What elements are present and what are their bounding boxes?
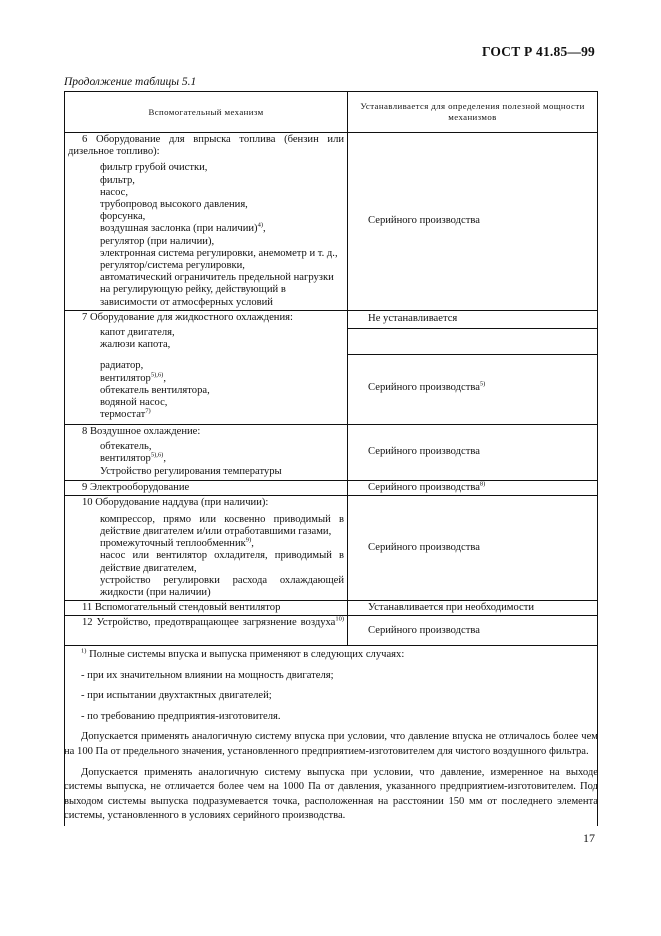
row6-mechanism bbox=[65, 133, 348, 311]
table-row bbox=[65, 424, 598, 480]
col1-header: Вспомогательный механизм bbox=[65, 92, 348, 133]
table-row bbox=[65, 495, 598, 601]
row7-value-a: Не устанавливается bbox=[348, 310, 598, 328]
row10-items bbox=[65, 509, 347, 600]
list-item: термостат$^{7)}$ bbox=[100, 407, 151, 421]
list-item: устройство регулировки расхода охлаждающей жидкости (при наличии) bbox=[100, 574, 345, 599]
table-header-row bbox=[65, 92, 598, 133]
footnote-1: $^{1)}$ Полные системы впуска и выпуска применяют в следующих случаях: bbox=[81, 647, 405, 660]
list-item: капот двигателя, bbox=[100, 327, 175, 339]
row9-mechanism bbox=[65, 480, 348, 495]
row7-mechanism bbox=[65, 310, 348, 424]
row7-value-b: Серийного производства$^{5)}$ bbox=[368, 380, 486, 393]
footnotes bbox=[64, 648, 598, 824]
list-item: радиатор, bbox=[100, 360, 144, 372]
list-item: водяной насос, bbox=[100, 397, 168, 409]
standard-code: ГОСТ Р 41.85—99 bbox=[481, 44, 595, 59]
footnote-bullet: - при их значительном влиянии на мощность двигателя; bbox=[81, 669, 334, 681]
list-item: воздушная заслонка (при наличии)$^{4)}$, bbox=[100, 221, 266, 235]
col2-header: Устанавливается для определения полезной мощности механизмов bbox=[348, 92, 598, 133]
page-number: 17 bbox=[583, 831, 595, 845]
row8-item-regulation: Устройство регулирования температуры bbox=[100, 466, 282, 478]
list-item: электронная система регулировки, анемометр и т. д., регулятор/система регулировки, bbox=[100, 247, 338, 272]
list-item: вентилятор$^{5),6)}$, bbox=[100, 371, 166, 384]
list-item: обтекатель, bbox=[100, 441, 152, 453]
row9-title: 9 Электрооборудование bbox=[82, 481, 190, 493]
list-item: регулятор (при наличии), bbox=[100, 235, 215, 247]
list-item: фильтр грубой очистки, bbox=[100, 162, 208, 174]
row6-items bbox=[65, 158, 347, 309]
row6-value: Серийного производства bbox=[348, 133, 598, 311]
list-item: жалюзи капота, bbox=[100, 339, 171, 351]
row8-title: 8 Воздушное охлаждение: bbox=[82, 425, 201, 437]
list-item: насос, bbox=[100, 186, 128, 198]
row9-value: Серийного производства$^{8)}$ bbox=[348, 480, 598, 495]
footnote-bullet: - по требованию предприятия-изготовителя. bbox=[81, 710, 281, 722]
table-row bbox=[65, 480, 598, 495]
row12-mechanism bbox=[65, 616, 348, 646]
table-row bbox=[65, 601, 598, 616]
footnote-bullet: - при испытании двухтактных двигателей; bbox=[81, 690, 272, 702]
footnote-paragraph-exhaust: Допускается применять аналогичную систему выпуска при условии, что давление, измеренное на выходе системы выпуска, не отличается более чем на 1000 Па от давления, указанного предприятием-изготовителем. Под выходом системы выпуска подразумевается точка, расположенная на расстоянии 150 мм от последнего элемента системы, установленного в условиях серийного производства. bbox=[64, 766, 598, 822]
list-item: промежуточный теплообменник$^{9)}$, bbox=[100, 536, 254, 550]
row11-value: Устанавливается при необходимости bbox=[348, 601, 598, 616]
row7-items-a bbox=[65, 324, 347, 352]
row10-mechanism bbox=[65, 495, 348, 601]
list-item: вентилятор$^{5),6)}$, bbox=[100, 451, 166, 465]
list-item: компрессор, прямо или косвенно приводимый в действие двигателем и/или отработавшими газами, bbox=[100, 513, 345, 538]
row11-title: 11 Вспомогательный стендовый вентилятор bbox=[82, 602, 281, 614]
row11-mechanism bbox=[65, 601, 348, 616]
table-row bbox=[65, 616, 598, 646]
row8-mechanism bbox=[65, 424, 348, 480]
table-row bbox=[65, 310, 598, 328]
row7-items-b bbox=[65, 352, 347, 422]
row12-value: Серийного производства bbox=[348, 616, 598, 646]
row10-value: Серийного производства bbox=[348, 495, 598, 601]
list-item: форсунка, bbox=[100, 211, 146, 223]
list-item: автоматический ограничитель предельной нагрузки на регулирующую рейку, действующий в зависимости от атмосферных условий bbox=[100, 272, 334, 308]
table-continuation-caption: Продолжение таблицы 5.1 bbox=[64, 76, 197, 88]
list-item: трубопровод высокого давления, bbox=[100, 199, 248, 211]
footnote-paragraph-intake: Допускается применять аналогичную систему впуска при условии, что давление впуска не отличалось более чем на 100 Па от предельного значения, установленного предприятием-изготовителем для чистого воздушного фильтра. bbox=[64, 731, 598, 757]
row7-value-b-cell bbox=[348, 328, 598, 424]
row12-title: 12 Устройство, предотвращающее загрязнение воздуха$^{10)}$ bbox=[82, 615, 345, 629]
list-item: фильтр, bbox=[100, 174, 135, 186]
row8-items bbox=[65, 438, 347, 466]
row10-title: 10 Оборудование наддува (при наличии): bbox=[82, 496, 269, 508]
list-item: насос или вентилятор охладителя, приводимый в действие двигателем, bbox=[100, 550, 345, 574]
row6-title: 6 Оборудование для впрыска топлива (бензин или дизельное топливо): bbox=[68, 134, 345, 158]
table-row bbox=[65, 133, 598, 311]
list-item: обтекатель вентилятора, bbox=[100, 384, 210, 396]
row7-title: 7 Оборудование для жидкостного охлаждения: bbox=[82, 311, 293, 323]
row8-value: Серийного производства bbox=[348, 424, 598, 480]
equipment-table bbox=[64, 91, 598, 646]
